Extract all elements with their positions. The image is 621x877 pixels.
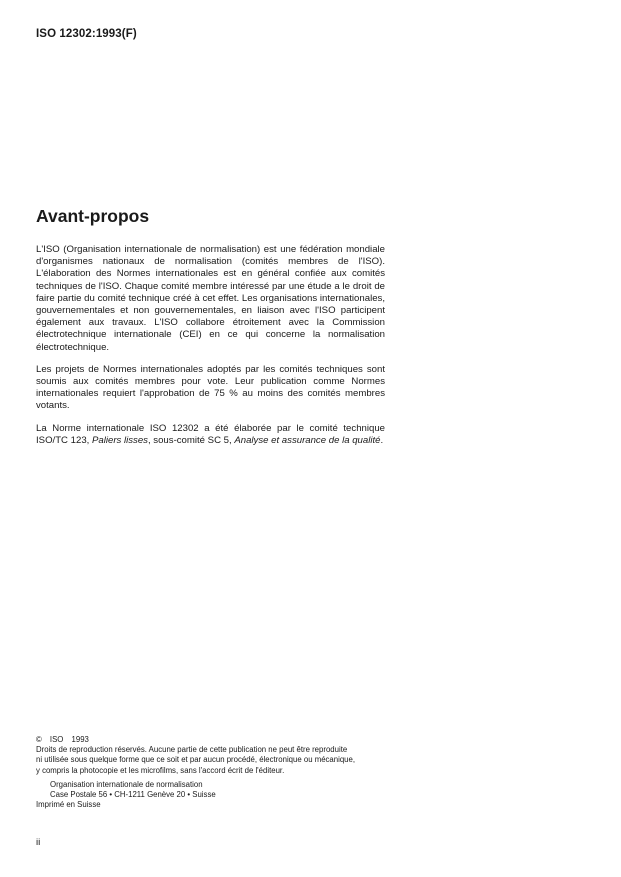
document-id-header: ISO 12302:1993(F)	[36, 28, 137, 40]
committee-text-3: .	[380, 434, 384, 446]
publisher-address: Case Postale 56 • CH-1211 Genève 20 • Suisse	[50, 790, 216, 800]
copyright-org: ISO	[49, 735, 64, 744]
copyright-symbol: ©	[36, 735, 42, 744]
committee-text-2: , sous-comité SC 5,	[147, 434, 235, 446]
printed-in: Imprimé en Suisse	[36, 800, 101, 810]
subcommittee-name: Analyse et assurance de la qualité	[234, 434, 381, 446]
copyright-footer	[36, 735, 386, 810]
paragraph-voting: Les projets de Normes internationales adoptés par les comités techniques sont soumis aux comités membres pour vote. Leur publication comme Normes internationales requiert l'approbation de 75 % au moins des comités membres votants.	[36, 363, 385, 412]
foreword-body	[36, 244, 385, 447]
page-number: ii	[36, 837, 41, 848]
copyright-line	[36, 735, 386, 745]
copyright-year: 1993	[71, 735, 89, 744]
publisher-name: Organisation internationale de normalisation	[50, 779, 203, 789]
committee-name: Paliers lisses	[91, 434, 148, 446]
rights-line-3: y compris la photocopie et les microfilms, sans l'accord écrit de l'éditeur.	[36, 765, 285, 775]
paragraph-iso-description: L'ISO (Organisation internationale de normalisation) est une fédération mondiale d'organismes nationaux de normalisation (comités membres de l'ISO). L'élaboration des Normes internationales est en général confiée aux comités techniques de l'ISO. Chaque comité membre intéressé par une étude a le droit de faire partie du comité technique créé à cet effet. Les organisations internationales, gouvernementales et non gouvernementales, en liaison avec l'ISO participent également aux travaux. L'ISO collabore étroitement avec la Commission électrotechnique internationale (CEI) en ce qui concerne la normalisation électrotechnique.	[36, 244, 385, 353]
committee-text-1: La Norme internationale ISO 12302 a été élaborée par le comité technique ISO/TC 123,	[36, 422, 385, 446]
rights-line-1: Droits de reproduction réservés. Aucune partie de cette publication ne peut être reproduite	[36, 745, 348, 755]
rights-line-2: ni utilisée sous quelque forme que ce soit et par aucun procédé, électronique ou mécanique,	[36, 755, 356, 765]
paragraph-committee	[36, 423, 385, 447]
section-title: Avant-propos	[36, 206, 150, 226]
